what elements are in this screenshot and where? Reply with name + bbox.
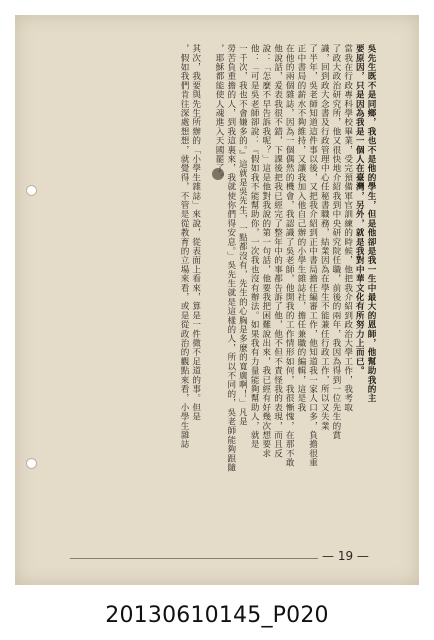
text-column: ，耶穌都能使人魂進入天國罷了。: [214, 44, 225, 182]
page-number: — 19 —: [318, 549, 373, 563]
text-column: 吳先生既不是同鄉，我也不是他的學生，但是他卻是我一生中最大的恩師，他幫助我的主: [366, 44, 376, 403]
text-column: 在他的兩個雜誌，因為一個偶然的機會，我認識了吳老師，他開我的工作情形如何，我很慚愧，在那不敢: [284, 44, 295, 468]
body-text-columns: [70, 44, 376, 549]
text-column: 識，回到政大念書及行政管理中心任秘書職務，結業因為在學生不能兼任行政工作，所以又失業: [319, 44, 330, 431]
text-column: 了政大政治研究所，他又很快地介紹我到中央研究院任職，前後的兩年，我因為得到一位先生的賞: [330, 44, 341, 440]
text-column: 勞苦負重擔的人，到我這裏來，我就使你們得安息。」吳先生就是這樣的人，所以不同的，吳老師能夠跟隨: [225, 44, 236, 473]
punch-hole-bottom: [26, 458, 37, 469]
text-column: 說：「怎麼不早告訴我呢？」這是他對我說的第一句話，他要我把困難說出來，我已經有好幾次想要求: [260, 44, 271, 458]
text-column: 他：「可是吳老師卻說：『假如我不能幫助你，一次我也沒有辦法。如果我有力量能夠幫助人，就是: [249, 44, 260, 449]
text-column: 正中書局的薪水不夠維持，又讓我加入他自己辦的小學生雜誌社，擔任兼職的編輯，這是我: [295, 44, 306, 412]
archive-caption: 20130610145_P020: [105, 603, 329, 628]
text-column: 了半年，吳老師知道這件事以後，又把我介紹到正中書局擔任編審工作，他知道我一家人口多，負擔很重: [307, 44, 318, 468]
text-column: 他說話，爰表我很不錯，下課後把我已經完了整年中的事都告訴了他，他不但不責怪我的表現，而且反: [272, 44, 283, 458]
text-column: 其次，我要與先生所辦的「小學生雜誌」來說，從表面上看來，算是一件微不足道的事。但是: [190, 44, 201, 422]
punch-hole-top: [26, 185, 37, 196]
text-column: 要原因，只是因為我是一個人在臺灣，另外，就是我對中華文化有所努力上而已。: [354, 44, 365, 376]
text-column: 當我在行政專科學校畢業，受完預備軍官訓練的時候，他把我介紹到政治大學工作，我考取: [342, 44, 353, 412]
text-column: ，假如我們肯往深處想想，就覺得，不管是從教育的立場來看，或是從政治的觀點來看，小學生雜誌: [179, 44, 189, 449]
text-column: 一千次，我也不會嫌多的。』這就是吳先生，一點都沒有，先生的心胸是多麼的寬廣啊！」凡是: [237, 44, 248, 427]
